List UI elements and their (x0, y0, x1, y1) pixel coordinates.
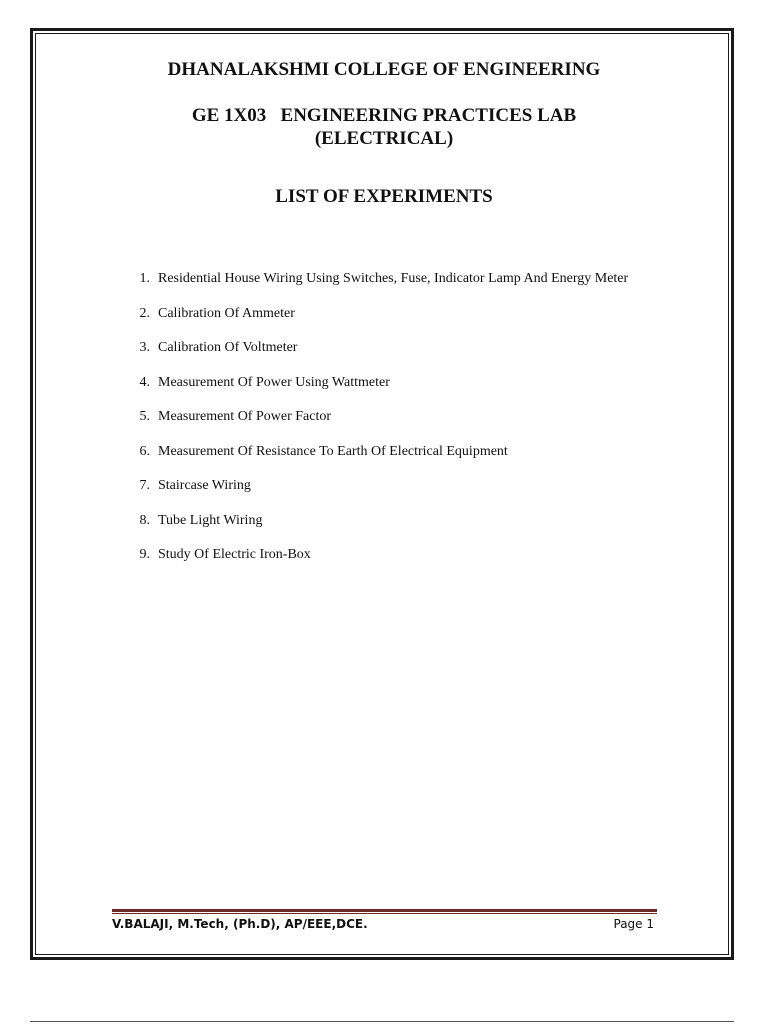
course-title-line1: GE 1X03 ENGINEERING PRACTICES LAB (191, 105, 577, 126)
experiment-number: 4. (139, 374, 150, 390)
experiment-number: 3. (139, 340, 150, 355)
next-page-edge (30, 1021, 734, 1022)
experiment-item (120, 538, 660, 573)
college-name: DHANALAKSHMI COLLEGE OF ENGINEERING (167, 59, 601, 80)
experiment-item (120, 400, 660, 435)
experiment-title: Calibration Of Voltmeter (158, 340, 298, 355)
experiment-title: Staircase Wiring (158, 478, 251, 493)
experiment-title: Calibration Of Ammeter (158, 305, 295, 321)
experiment-title: Residential House Wiring Using Switches, Fuse, Indicator Lamp And Energy Meter (158, 271, 629, 286)
footer-divider-thin (112, 913, 657, 914)
experiment-number: 5. (139, 409, 150, 424)
experiment-item (120, 262, 660, 297)
footer-author: V.BALAJI, M.Tech, (Ph.D), AP/EEE,DCE. (112, 917, 368, 931)
experiment-number: 6. (139, 443, 150, 459)
experiment-number: 7. (139, 478, 150, 493)
experiment-item (120, 297, 660, 332)
course-title-line2: (ELECTRICAL) (314, 128, 454, 149)
experiment-number: 2. (139, 305, 150, 321)
experiment-item (120, 504, 660, 539)
experiment-item (120, 331, 660, 366)
course-title (0, 104, 768, 150)
experiment-title: Measurement Of Power Factor (158, 409, 332, 424)
experiment-item (120, 435, 660, 470)
experiment-title: Measurement Of Power Using Wattmeter (158, 374, 390, 390)
experiment-title: Study Of Electric Iron-Box (158, 547, 311, 562)
experiment-list (120, 262, 660, 573)
experiment-title: Measurement Of Resistance To Earth Of Electrical Equipment (158, 443, 508, 459)
experiment-item (120, 366, 660, 401)
page-number: Page 1 (613, 917, 654, 931)
experiment-number: 8. (139, 512, 150, 528)
experiment-number: 9. (139, 547, 150, 562)
list-title: LIST OF EXPERIMENTS (275, 186, 493, 207)
experiment-number: 1. (139, 271, 150, 286)
footer-divider (112, 909, 657, 912)
experiment-item (120, 469, 660, 504)
experiment-title: Tube Light Wiring (158, 512, 263, 528)
